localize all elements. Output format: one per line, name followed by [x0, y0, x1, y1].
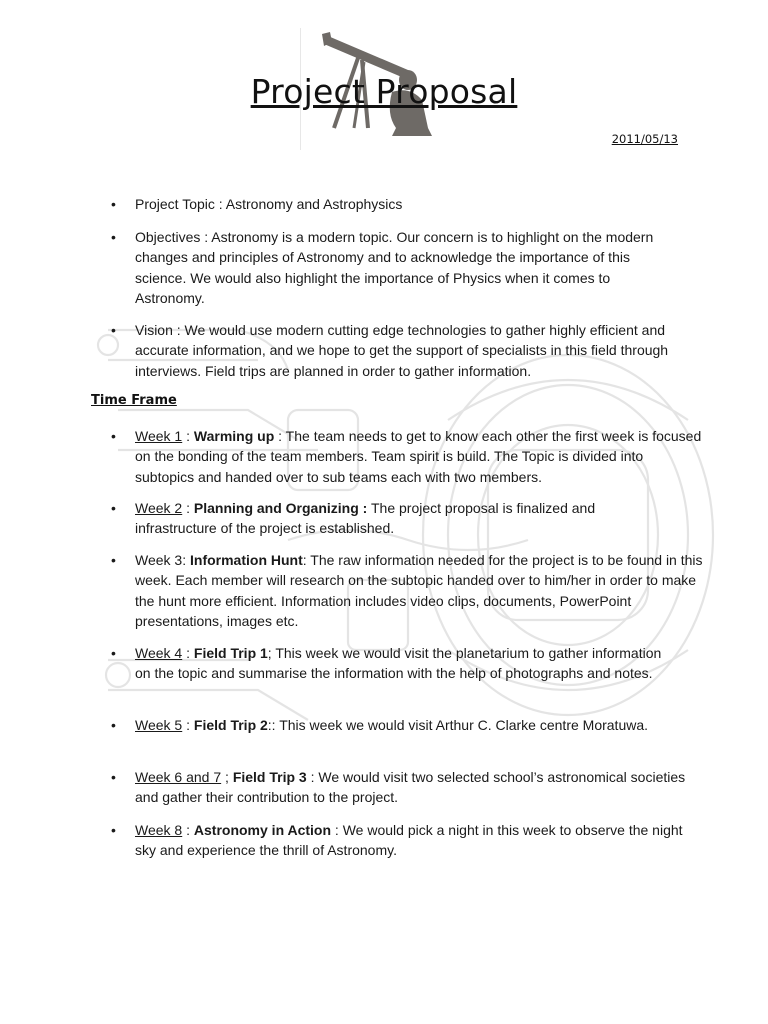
- list-item-week-5: [111, 715, 655, 735]
- separator: :: [182, 822, 194, 838]
- list-item-text: Objectives : Astronomy is a modern topic. Our concern is to highlight on the modern changes and principles of Astronomy and to acknowledge the importance of this science. We would also highlight the importance of Physics when it comes to Astronomy.: [135, 229, 654, 307]
- activity-label: Field Trip 2: [193, 717, 268, 733]
- document-date: 2011/05/13: [611, 132, 678, 146]
- list-item-week-8: [111, 820, 695, 861]
- separator: ;: [221, 769, 233, 785]
- week-label: Week 4: [135, 645, 183, 661]
- activity-description: : The team needs to get to know each other the first week is focused on the bonding of the team members. Team spirit is build. The Topic is divided into subtopics and handed over to sub teams each with two members.: [135, 428, 702, 485]
- activity-label: Field Trip 1: [193, 645, 268, 661]
- activity-description: The project proposal is finalized and infrastructure of the project is established.: [135, 500, 596, 537]
- list-item-text: Project Topic : Astronomy and Astrophysics: [135, 196, 403, 212]
- activity-description: ; This week we would visit the planetarium to gather information on the topic and summarise the information with the help of photographs and notes.: [135, 645, 662, 682]
- activity-label: Information Hunt: [190, 552, 303, 568]
- activity-description: : The raw information needed for the project is to be found in this week. Each member will research on the subtopic handed over to him/her in order to make the hunt more efficient. Information includes video clips, documents, PowerPoint presentations, images etc.: [135, 552, 703, 630]
- activity-description: :: This week we would visit Arthur C. Clarke centre Moratuwa.: [267, 717, 649, 733]
- activity-description: : We would visit two selected school’s astronomical societies and gather their contribution to the project.: [135, 769, 686, 806]
- activity-label: Astronomy in Action: [193, 822, 332, 838]
- activity-description: : We would pick a night in this week to observe the night sky and experience the thrill of Astronomy.: [135, 822, 683, 859]
- list-item-week-6-7: [111, 767, 695, 808]
- activity-label: Field Trip 3: [232, 769, 307, 785]
- separator: :: [182, 500, 194, 516]
- week-label: Week 8: [135, 822, 183, 838]
- separator: :: [182, 428, 194, 444]
- week-label: Week 6 and 7: [135, 769, 222, 785]
- time-frame-heading: Time Frame: [91, 393, 177, 408]
- page-title: Project Proposal: [250, 72, 518, 111]
- activity-label: Warming up: [193, 428, 275, 444]
- list-item-text: Vision : We would use modern cutting edge technologies to gather highly efficient and accurate information, and we hope to get the support of specialists in this field through interviews. Field trips are planned in order to gather information.: [135, 322, 669, 379]
- list-item-week-2: [111, 498, 675, 539]
- list-item-week-1: [111, 426, 703, 487]
- separator: :: [182, 717, 194, 733]
- separator: :: [182, 645, 194, 661]
- list-item-project-topic: [111, 194, 681, 214]
- week-label: Week 2: [135, 500, 183, 516]
- week-label: Week 1: [135, 428, 183, 444]
- week-label: Week 3:: [135, 552, 187, 568]
- list-item-week-4: [111, 643, 675, 684]
- list-item-objectives: [111, 227, 681, 309]
- activity-label: Planning and Organizing :: [193, 500, 368, 516]
- list-item-vision: [111, 320, 695, 381]
- week-label: Week 5: [135, 717, 183, 733]
- list-item-week-3: [111, 550, 705, 632]
